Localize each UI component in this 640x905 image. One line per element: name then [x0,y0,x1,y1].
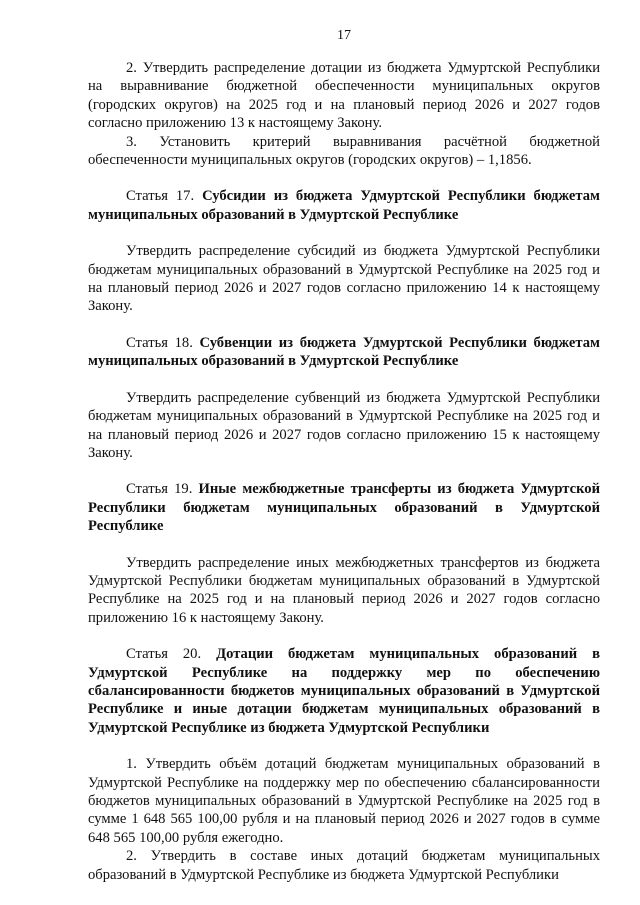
paragraph-other-dotations: 2. Утвердить в составе иных дотаций бюджетам муниципальных образований в Удмуртской Республике из бюджета Удмуртской Республики [88,848,600,883]
article-19-label: Статья 19. [126,481,193,498]
article-20-heading [88,645,600,737]
paragraph-subsidies: Утвердить распределение субсидий из бюджета Удмуртской Республики бюджетам муниципальных образований в Удмуртской Республике на 2025 год и на плановый период 2026 и 2027 годов согласно приложению 14 к настоящему Закону. [88,243,600,315]
article-17-label: Статья 17. [126,188,195,205]
paragraph-criterion: 3. Установить критерий выравнивания расчётной бюджетной обеспеченности муниципальных округов (городских округов) – 1,1856. [88,133,600,169]
article-18-title: Субвенции из бюджета Удмуртской Республики бюджетам муниципальных образований в Удмуртской Республике [88,334,600,370]
paragraph-subventions: Утвердить распределение субвенций из бюджета Удмуртской Республики бюджетам муниципальных образований в Удмуртской Республике на 2025 год и на плановый период 2026 и 2027 годов согласно приложению 15 к настоящему Закону. [88,389,600,461]
article-18-heading [88,334,600,371]
article-17-title: Субсидии из бюджета Удмуртской Республики бюджетам муниципальных образований в Удмуртской Республике [88,188,600,223]
article-19-heading [88,480,600,535]
paragraph-other-transfers: Утвердить распределение иных межбюджетных трансфертов из бюджета Удмуртской Республики бюджетам муниципальных образований в Удмуртской Республике на 2025 год и на плановый период 2026 и 2027 годов согласно приложению 16 к настоящему Закону. [88,554,600,626]
page-number: 17 [337,28,351,43]
article-20-label: Статья 20. [126,646,202,663]
article-20-title: Дотации бюджетам муниципальных образований в Удмуртской Республике на поддержку мер по обеспечению сбалансированности бюджетов муниципальных образований в Удмуртской Республике и иные дотации бюджетам муниципальных образований в Удмуртской Республике из бюджета Удмуртской Республики [88,646,600,736]
paragraph-dotation-distribution: 2. Утвердить распределение дотации из бюджета Удмуртской Республики на выравнивание бюджетной обеспеченности муниципальных округов (городских округов) на 2025 год и на плановый период 2026 и 2027 годов согласно приложению 13 к настоящему Закону. [88,60,600,132]
article-19-title: Иные межбюджетные трансферты из бюджета Удмуртской Республики бюджетам муниципальных образований в Удмуртской Республике [88,481,600,535]
article-18-label: Статья 18. [126,334,193,351]
article-17-heading [88,187,600,224]
paragraph-dotation-volume: 1. Утвердить объём дотаций бюджетам муниципальных образований в Удмуртской Республике на поддержку мер по обеспечению сбалансированности бюджетов муниципальных образований в Удмуртской Республике на 2025 год в сумме 1 648 565 100,00 рубля и на плановый период 2026 и 2027 годов в сумме 648 565 100,00 рубля ежегодно. [88,756,600,846]
